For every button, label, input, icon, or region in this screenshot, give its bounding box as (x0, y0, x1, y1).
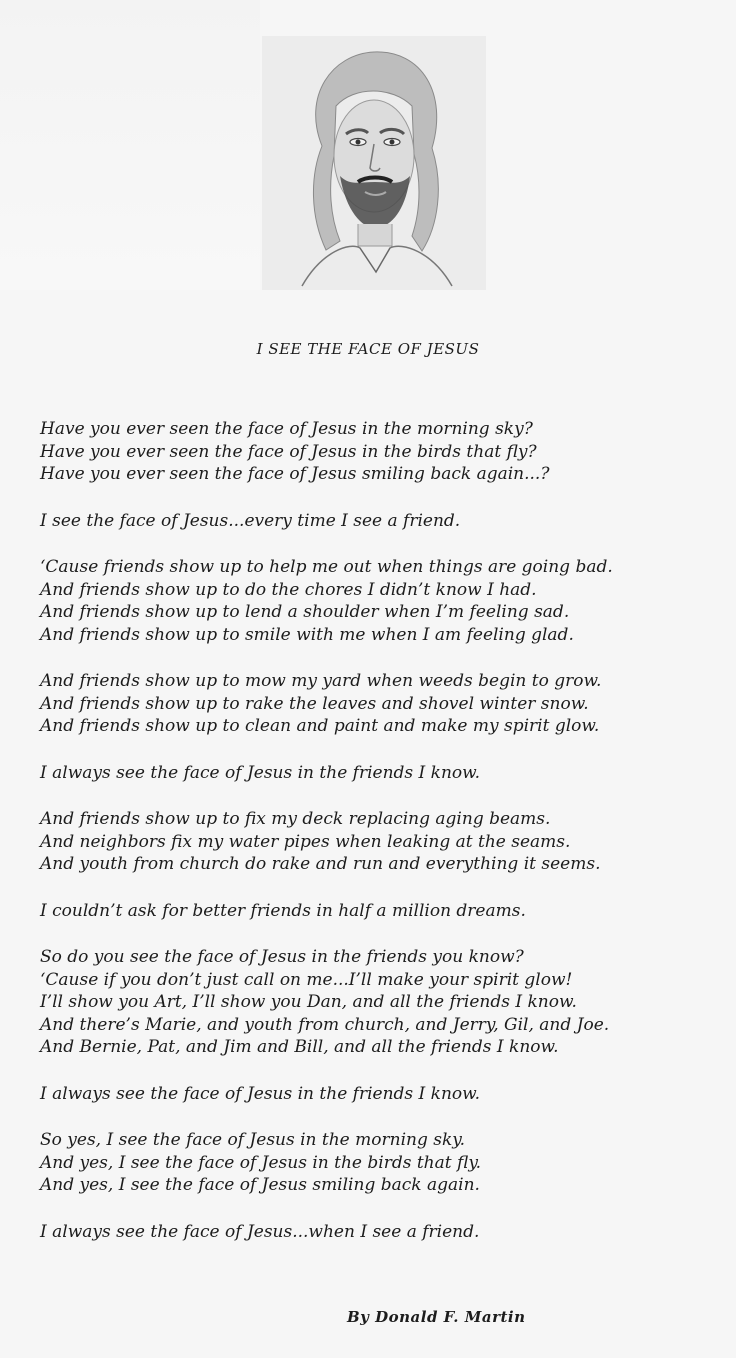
scan-background (0, 0, 260, 290)
portrait-drawing (262, 36, 486, 290)
poem-line: And friends show up to clean and paint and make my spirit glow. (40, 716, 600, 736)
poem-line: ‘Cause friends show up to help me out when things are going bad. (40, 557, 613, 577)
poem-line: And yes, I see the face of Jesus in the birds that fly. (40, 1152, 482, 1173)
poem-line: I always see the face of Jesus in the friends I know. (40, 762, 481, 783)
poem-line: And friends show up to smile with me when I am feeling glad. (40, 624, 574, 645)
poem-line: I always see the face of Jesus in the friends I know. (40, 1083, 481, 1104)
poem-stanza (40, 808, 730, 876)
poem-line: I see the face of Jesus...every time I see a friend. (40, 510, 461, 531)
poem-stanza (40, 510, 730, 533)
poem-stanza (40, 1083, 730, 1106)
poem-stanza (40, 946, 730, 1059)
poem-line: I’ll show you Art, I’ll show you Dan, and all the friends I know. (40, 992, 577, 1012)
portrait-sketch (262, 36, 486, 290)
poem-line: And there’s Marie, and youth from church, and Jerry, Gil, and Joe. (40, 1014, 610, 1035)
poem-body (40, 418, 730, 1267)
poem-line: I always see the face of Jesus...when I see a friend. (40, 1221, 480, 1242)
poem-line: And Bernie, Pat, and Jim and Bill, and all the friends I know. (40, 1037, 559, 1057)
poem-line: And neighbors fix my water pipes when leaking at the seams. (40, 831, 571, 852)
poem-line: Have you ever seen the face of Jesus in the birds that fly? (40, 441, 537, 462)
poem-stanza (40, 670, 730, 738)
poem-line: And friends show up to do the chores I didn’t know I had. (40, 579, 537, 600)
poem-line: ‘Cause if you don’t just call on me...I’ll make your spirit glow! (40, 969, 573, 990)
poem-line: So yes, I see the face of Jesus in the morning sky. (40, 1130, 466, 1150)
poem-author: By Donald F. Martin (347, 1308, 526, 1326)
poem-stanza (40, 762, 730, 785)
poem-title: I SEE THE FACE OF JESUS (256, 340, 480, 358)
poem-line: I couldn’t ask for better friends in half a million dreams. (40, 900, 526, 921)
poem-stanza (40, 418, 730, 486)
poem-line: And friends show up to lend a shoulder when I’m feeling sad. (40, 602, 570, 622)
poem-stanza (40, 556, 730, 646)
poem-line: And friends show up to mow my yard when weeds begin to grow. (40, 671, 602, 691)
poem-line: So do you see the face of Jesus in the friends you know? (40, 947, 524, 967)
poem-stanza (40, 900, 730, 923)
poem-line: And yes, I see the face of Jesus smiling back again. (40, 1175, 480, 1195)
poem-stanza (40, 1129, 730, 1197)
poem-line: And friends show up to fix my deck replacing aging beams. (40, 809, 551, 829)
poem-line: And youth from church do rake and run and everything it seems. (40, 854, 601, 874)
poem-line: Have you ever seen the face of Jesus smiling back again...? (40, 464, 550, 484)
poem-stanza (40, 1221, 730, 1244)
poem-line: And friends show up to rake the leaves and shovel winter snow. (40, 693, 589, 714)
poem-line: Have you ever seen the face of Jesus in the morning sky? (40, 419, 533, 439)
